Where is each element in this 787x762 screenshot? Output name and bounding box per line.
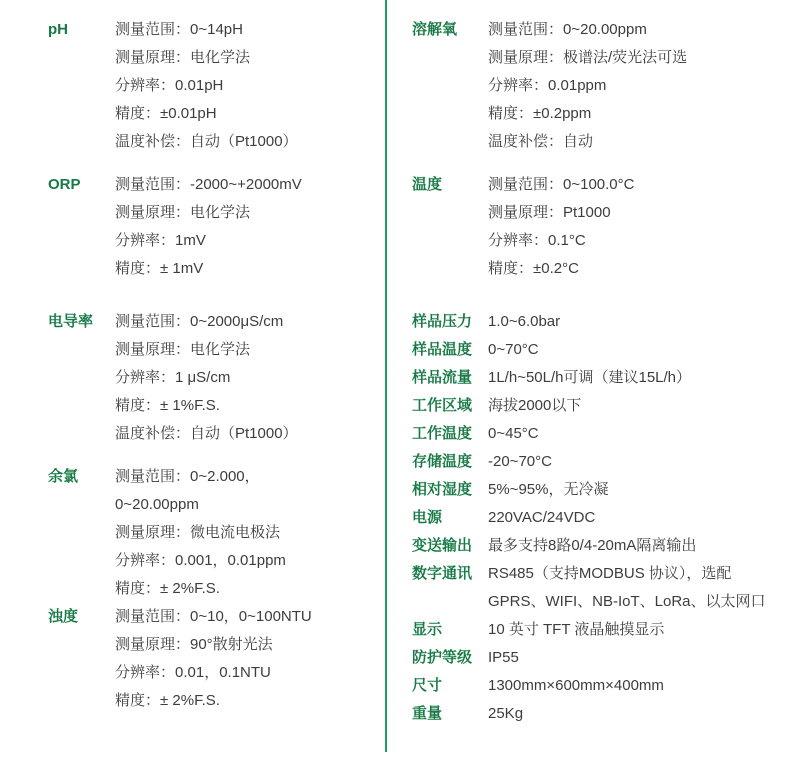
spec-line: 测量原理：90°散射光法 xyxy=(115,636,273,653)
spec-line: 温度补偿：自动（Pt1000） xyxy=(115,133,298,150)
spec-line: 测量原理：电化学法 xyxy=(115,204,251,221)
spec-line: 精度：± 1%F.S. xyxy=(115,397,220,414)
spec-value: 1L/h~50L/h可调（建议15L/h） xyxy=(488,369,692,386)
spec-row-working-area xyxy=(412,392,780,420)
spec-row-display xyxy=(412,616,780,644)
spec-value: 海拔2000以下 xyxy=(488,397,582,414)
section-ph-label: pH xyxy=(48,21,68,38)
section-orp-label: ORP xyxy=(48,176,81,193)
spec-label: 防护等级 xyxy=(412,649,473,666)
right-column xyxy=(412,16,780,728)
spec-value: 220VAC/24VDC xyxy=(488,509,596,526)
spec-row-relative-humidity xyxy=(412,476,780,504)
spec-line: 精度：± 2%F.S. xyxy=(115,580,220,597)
spec-line: 测量原理：微电流电极法 xyxy=(115,524,281,541)
spec-row-weight xyxy=(412,700,780,728)
spec-line: 测量范围：0~20.00ppm xyxy=(488,21,647,38)
section-turbidity xyxy=(48,603,378,715)
spec-row-sample-pressure xyxy=(412,308,780,336)
spec-row-working-temperature xyxy=(412,420,780,448)
spec-value: 0~70°C xyxy=(488,341,539,358)
section-dissolved-oxygen-label: 溶解氧 xyxy=(412,21,458,38)
spec-label: 存储温度 xyxy=(412,453,473,470)
left-column xyxy=(48,16,378,715)
spec-line: 测量原理：电化学法 xyxy=(115,341,251,358)
spec-line: 测量范围：0~14pH xyxy=(115,21,243,38)
spec-line: 分辨率：1mV xyxy=(115,232,206,249)
spec-row-power-supply xyxy=(412,504,780,532)
spec-row-dimensions xyxy=(412,672,780,700)
spec-line: 分辨率：0.01，0.1NTU xyxy=(115,664,271,681)
spec-row-protection-rating xyxy=(412,644,780,672)
spec-label: 重量 xyxy=(412,705,443,722)
spec-label: 显示 xyxy=(412,621,443,638)
spec-line: 分辨率：0.01pH xyxy=(115,77,224,94)
section-residual-chlorine-label: 余氯 xyxy=(48,468,79,485)
spec-line: 精度：± 2%F.S. xyxy=(115,692,220,709)
spec-value: 25Kg xyxy=(488,705,524,722)
spec-line: 精度：±0.2ppm xyxy=(488,105,592,122)
spec-value: 1300mm×600mm×400mm xyxy=(488,677,664,694)
spec-value-continuation: GPRS、WIFI、NB-IoT、LoRa、以太网口 xyxy=(488,593,766,610)
section-orp xyxy=(48,171,378,283)
spec-row-storage-temperature xyxy=(412,448,780,476)
spec-label: 样品压力 xyxy=(412,313,473,330)
spec-line: 分辨率：0.001，0.01ppm xyxy=(115,552,286,569)
section-temperature-label: 温度 xyxy=(412,176,443,193)
spec-line: 测量原理：极谱法/荧光法可选 xyxy=(488,49,688,66)
spec-line: 0~20.00ppm xyxy=(115,496,199,513)
column-divider xyxy=(385,0,387,752)
general-specs-list xyxy=(412,308,780,728)
spec-label: 数字通讯 xyxy=(412,565,473,582)
spec-line: 测量范围：0~2000μS/cm xyxy=(115,313,284,330)
spec-value: 最多支持8路0/4-20mA隔离输出 xyxy=(488,537,697,554)
spec-value: IP55 xyxy=(488,649,519,666)
section-turbidity-label: 浊度 xyxy=(48,608,79,625)
spec-line: 精度：±0.01pH xyxy=(115,105,217,122)
spec-row-transmit-output xyxy=(412,532,780,560)
spec-line: 测量原理：Pt1000 xyxy=(488,204,611,221)
spec-label: 工作区域 xyxy=(412,397,473,414)
spec-line: 温度补偿：自动（Pt1000） xyxy=(115,425,298,442)
spec-line: 测量范围：0~2.000， xyxy=(115,468,260,485)
spec-label: 电源 xyxy=(412,509,443,526)
spec-line: 分辨率：1 μS/cm xyxy=(115,369,231,386)
section-temperature xyxy=(412,171,780,283)
section-conductivity-label: 电导率 xyxy=(48,313,94,330)
spec-line: 精度：±0.2°C xyxy=(488,260,579,277)
spec-row-digital-communication-cont xyxy=(412,588,780,616)
spec-label: 相对湿度 xyxy=(412,481,473,498)
spec-line: 测量范围：0~10，0~100NTU xyxy=(115,608,312,625)
spec-value: 1.0~6.0bar xyxy=(488,313,561,330)
spec-value: 10 英寸 TFT 液晶触摸显示 xyxy=(488,621,665,638)
spec-label: 工作温度 xyxy=(412,425,473,442)
spec-label: 样品流量 xyxy=(412,369,473,386)
spec-value: -20~70°C xyxy=(488,453,552,470)
spec-label: 变送输出 xyxy=(412,537,473,554)
section-conductivity xyxy=(48,308,378,448)
spec-row-digital-communication xyxy=(412,560,780,588)
spec-line: 测量原理：电化学法 xyxy=(115,49,251,66)
spec-row-sample-temperature xyxy=(412,336,780,364)
spec-line: 精度：± 1mV xyxy=(115,260,204,277)
spec-label: 样品温度 xyxy=(412,341,473,358)
section-residual-chlorine xyxy=(48,463,378,603)
spec-line: 分辨率：0.01ppm xyxy=(488,77,607,94)
spec-value: RS485（支持MODBUS 协议），选配 xyxy=(488,565,732,582)
spec-label: 尺寸 xyxy=(412,677,443,694)
spec-line: 分辨率：0.1°C xyxy=(488,232,586,249)
spec-row-sample-flow xyxy=(412,364,780,392)
spec-line: 测量范围：0~100.0°C xyxy=(488,176,635,193)
section-dissolved-oxygen xyxy=(412,16,780,156)
spec-value: 0~45°C xyxy=(488,425,539,442)
spec-value: 5%~95%，无冷凝 xyxy=(488,481,609,498)
spec-line: 温度补偿：自动 xyxy=(488,133,594,150)
spec-line: 测量范围：-2000~+2000mV xyxy=(115,176,302,193)
section-ph xyxy=(48,16,378,156)
